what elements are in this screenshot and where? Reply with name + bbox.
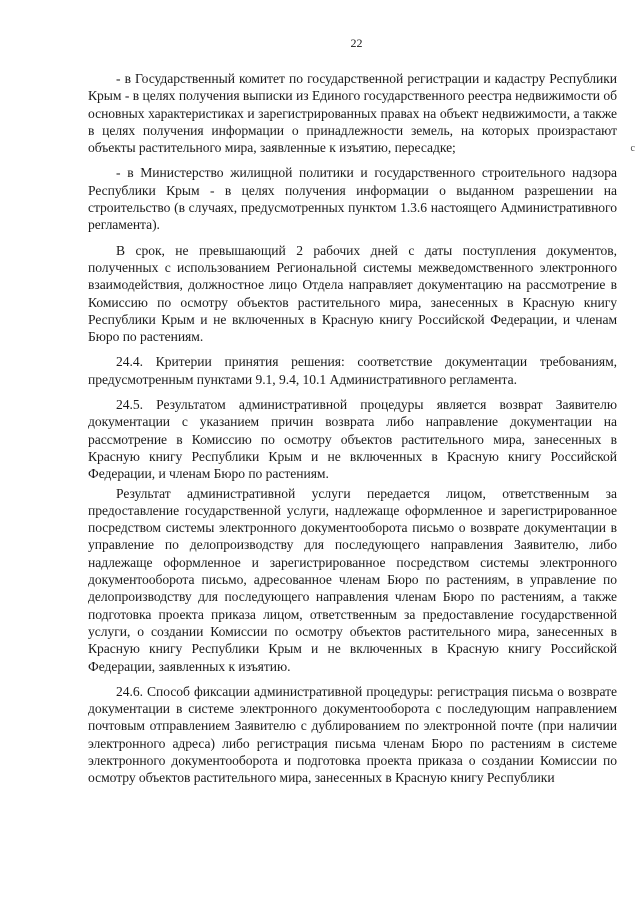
paragraph-state-committee-registration: - в Государственный комитет по государственной регистрации и кадастру Республики Крым - в целях получения выписки из Единого государственного реестра недвижимости об основных характеристиках и зарегистрированных правах на объект недвижимости, а также в целях получения информации о принадлежности земель, на которых произрастают объекты растительного мира, заявленные к изъятию, пересадке; <box>88 71 617 156</box>
page-number: 22 <box>350 36 363 50</box>
paragraph-deadline: В срок, не превышающий 2 рабочих дней с даты поступления документов, полученных с использованием Региональной системы межведомственного электронного взаимодействия, должностное лицо Отдела направляет документацию на рассмотрение в Комиссию по осмотру объектов растительного мира, занесенных в Красную книгу Республики Крым и не включенных в Красную книгу Российской Федерации, и членам Бюро по растениям. <box>88 242 617 345</box>
paragraph-24-4-criteria: 24.4. Критерии принятия решения: соответствие документации требованиям, предусмотренным пунктами 9.1, 9.4, 10.1 Административного регламента. <box>88 354 617 387</box>
paragraph-24-6-fixation-method: 24.6. Способ фиксации административной процедуры: регистрация письма о возврате документации в системе электронного документооборота с последующим направлением почтовым отправлением Заявителю с дублированием по электронной почте (при наличии электронного адреса) либо регистрация письма членам Бюро по растениям в системе электронного документооборота и подготовка проекта приказа о создании Комиссии по осмотру объектов растительного мира, занесенных в Красную книгу Республики <box>88 683 617 786</box>
paragraph-service-result-transfer: Результат административной услуги передается лицом, ответственным за предоставление государственной услуги, надлежаще оформленное и зарегистрированное посредством системы электронного документооборота письмо о возврате документации в управление по делопроизводству для последующего направления Заявителю, либо надлежаще оформленное и зарегистрированное посредством системы электронного документооборота письмо, адресованное членам Бюро по растениям, в управление по делопроизводству для последующего направления членам Бюро по растениям, а также подготовка проекта приказа лицом, ответственным за предоставление государственной услуги, о создании Комиссии по осмотру объектов растительного мира, занесенных в Красную книгу Республики Крым и не включенных в Красную книгу Российской Федерации, заявленных к изъятию. <box>88 485 617 674</box>
paragraph-ministry-housing: - в Министерство жилищной политики и государственного строительного надзора Республики Крым - в целях получения информации о выданном разрешении на строительство (в случаях, предусмотренных пунктом 1.3.6 настоящего Административного регламента). <box>88 165 617 233</box>
paragraph-24-5-result: 24.5. Результатом административной процедуры является возврат Заявителю документации с указанием причин возврата либо направление документации на рассмотрение в Комиссию по осмотру объектов растительного мира, занесенных в Красную книгу Республики Крым и не включенных в Красную книгу Российской Федерации, и членам Бюро по растениям. <box>88 397 617 482</box>
page-edge-mark: с <box>630 143 635 154</box>
